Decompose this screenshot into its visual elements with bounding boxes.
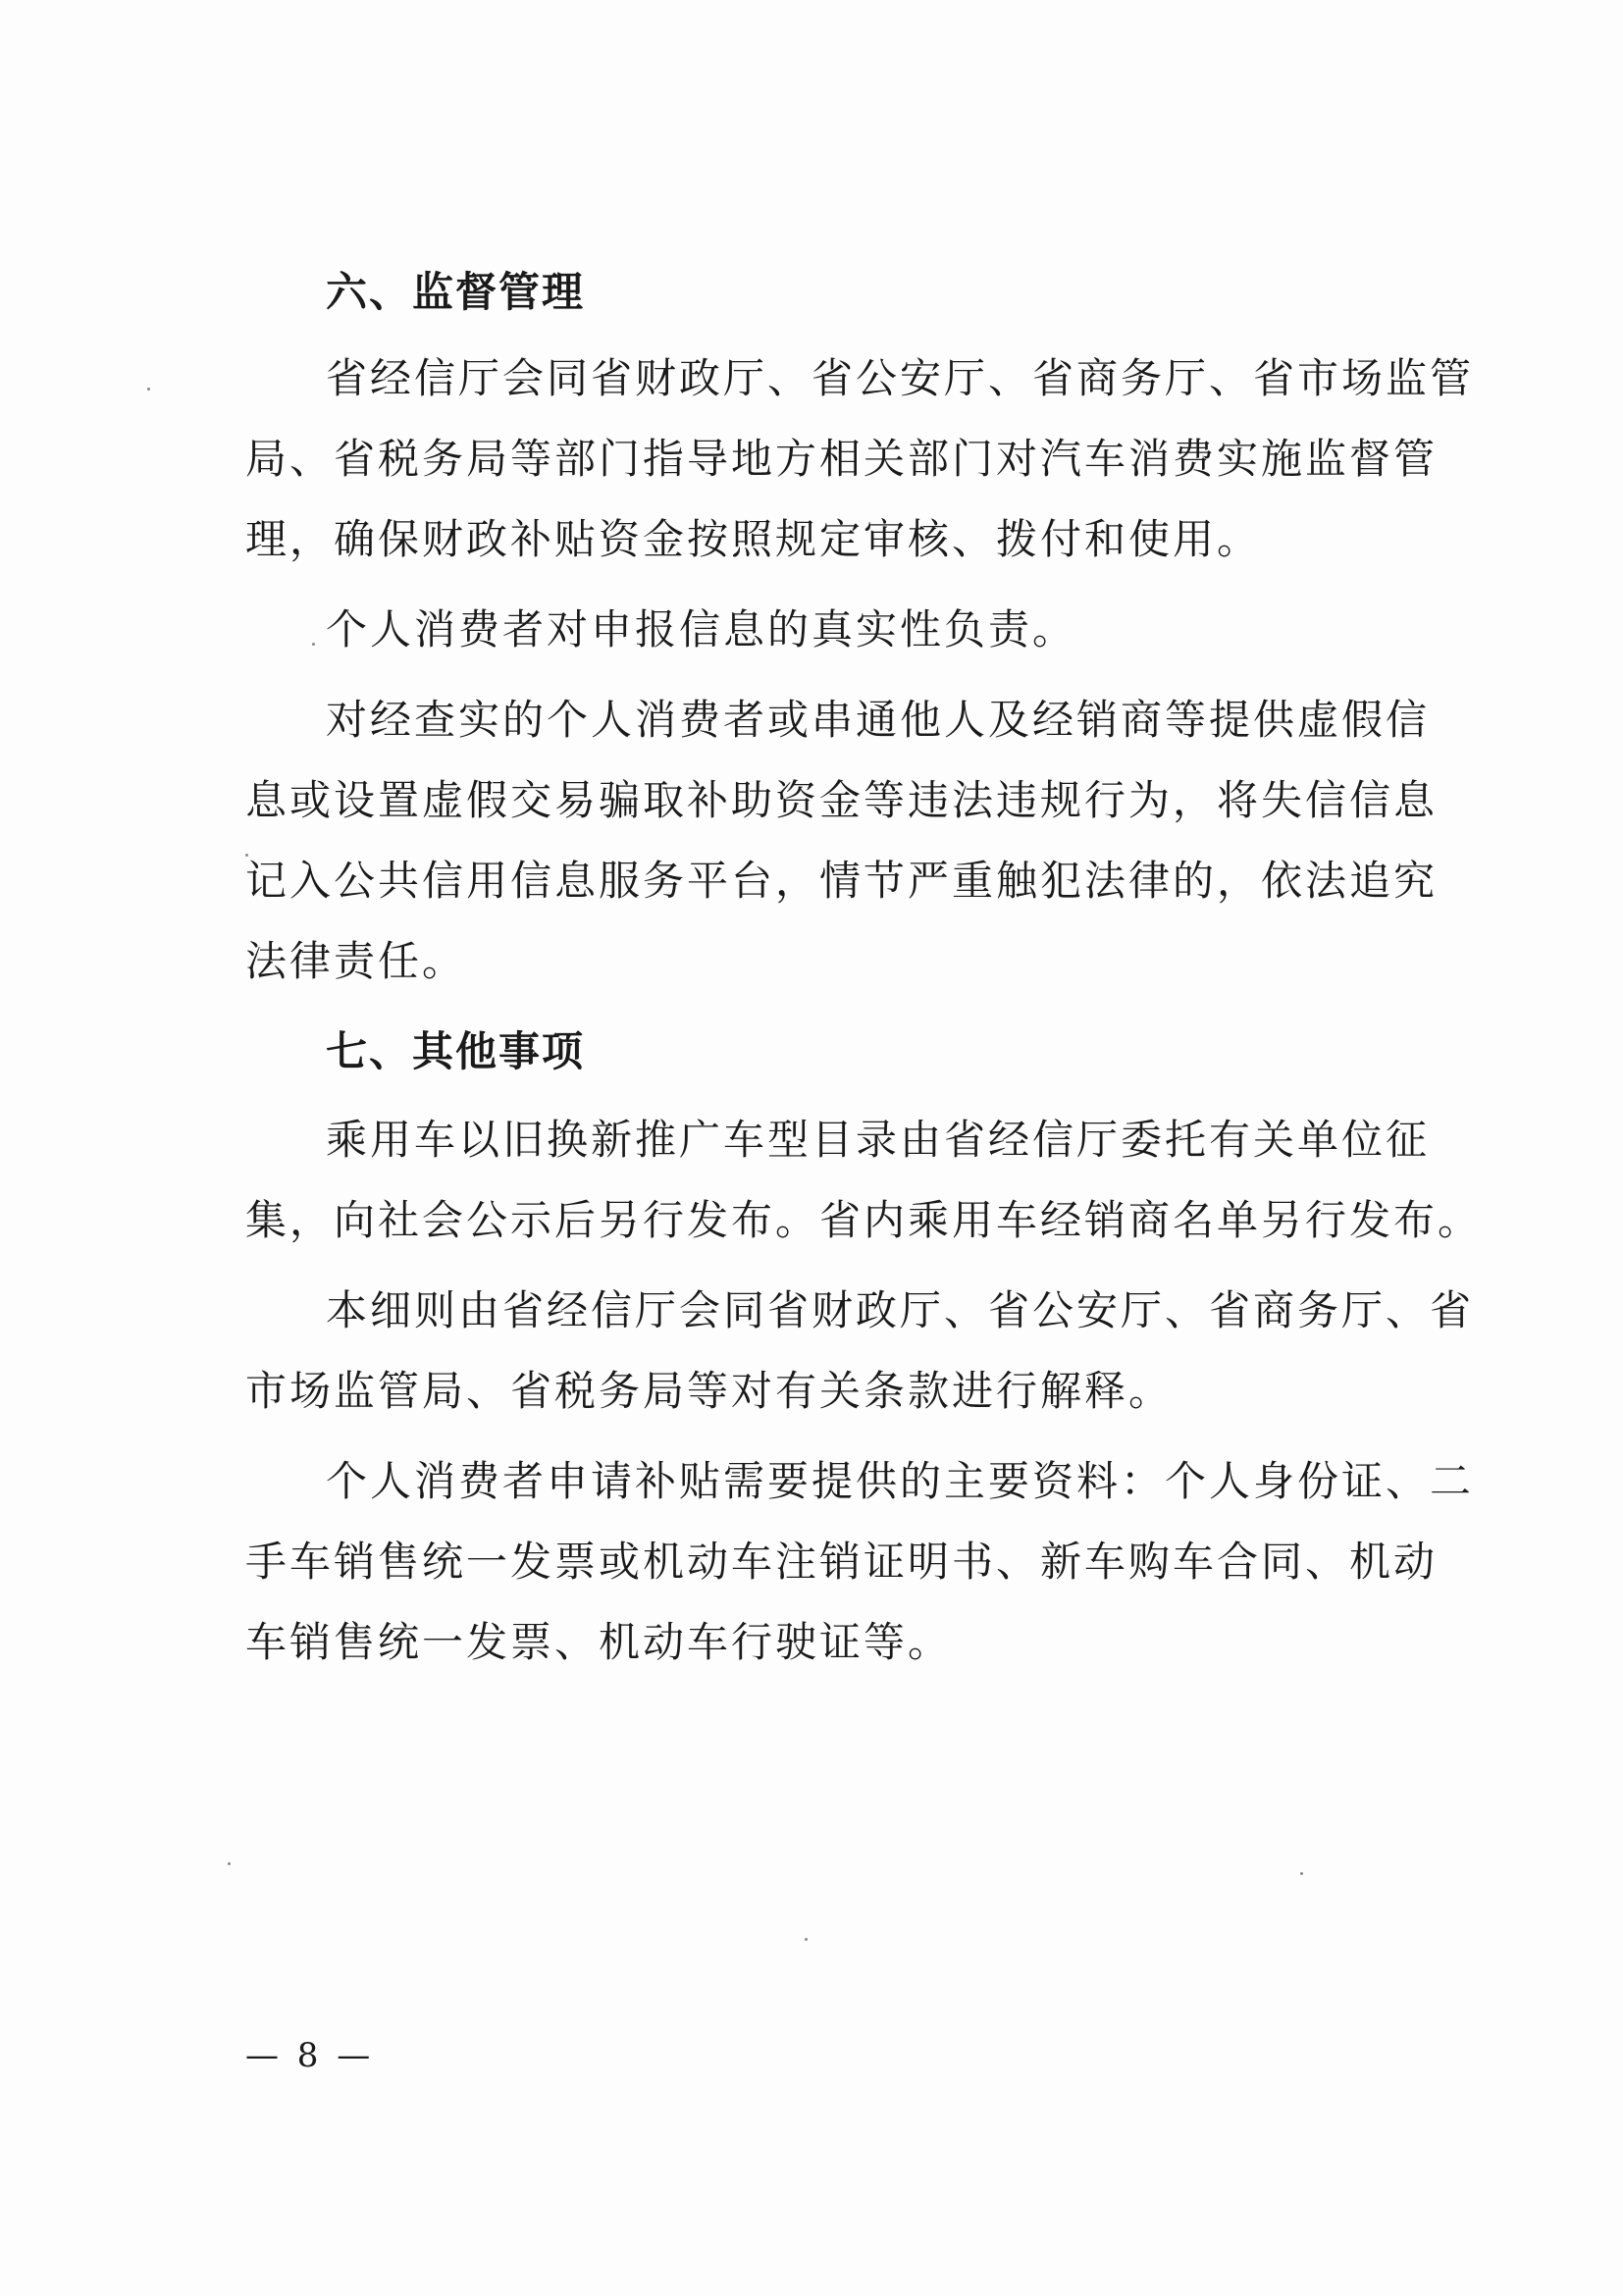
scan-speck <box>312 643 315 646</box>
paragraph-line: 记入公共信用信息服务平台，情节严重触犯法律的，依法追究 <box>245 857 1439 905</box>
paragraph-line: 局、省税务局等部门指导地方相关部门对汽车消费实施监督管 <box>245 435 1439 483</box>
paragraph-line: 理，确保财政补贴资金按照规定审核、拨付和使用。 <box>245 515 1262 563</box>
paragraph-line: 个人消费者申请补贴需要提供的主要资料：个人身份证、二 <box>326 1457 1475 1505</box>
paragraph-line: 手车销售统一发票或机动车注销证明书、新车购车合同、机动 <box>245 1538 1439 1586</box>
paragraph-line: 法律责任。 <box>245 937 467 985</box>
paragraph-line: 省经信厅会同省财政厅、省公安厅、省商务厅、省市场监管 <box>326 354 1475 402</box>
scan-speck <box>245 854 248 857</box>
scan-speck <box>228 1862 231 1865</box>
paragraph-line: 乘用车以旧换新推广车型目录由省经信厅委托有关单位征 <box>326 1116 1431 1164</box>
paragraph-line: 个人消费者对申报信息的真实性负责。 <box>326 605 1077 653</box>
section-heading-supervision: 六、监督管理 <box>326 268 586 316</box>
paragraph-line: 市场监管局、省税务局等对有关条款进行解释。 <box>245 1367 1174 1415</box>
paragraph-line: 息或设置虚假交易骗取补助资金等违法违规行为，将失信信息 <box>245 776 1439 824</box>
scan-speck <box>805 1938 808 1941</box>
page-number: — 8 — <box>245 2036 375 2075</box>
scan-speck <box>1300 1872 1303 1875</box>
paragraph-line: 集，向社会公示后另行发布。省内乘用车经销商名单另行发布。 <box>245 1196 1483 1244</box>
scan-speck <box>147 388 150 391</box>
paragraph-line: 本细则由省经信厅会同省财政厅、省公安厅、省商务厅、省 <box>326 1286 1475 1334</box>
section-heading-other-matters: 七、其他事项 <box>326 1027 586 1075</box>
paragraph-line: 对经查实的个人消费者或串通他人及经销商等提供虚假信 <box>326 696 1431 744</box>
paragraph-line: 车销售统一发票、机动车行驶证等。 <box>245 1618 953 1666</box>
